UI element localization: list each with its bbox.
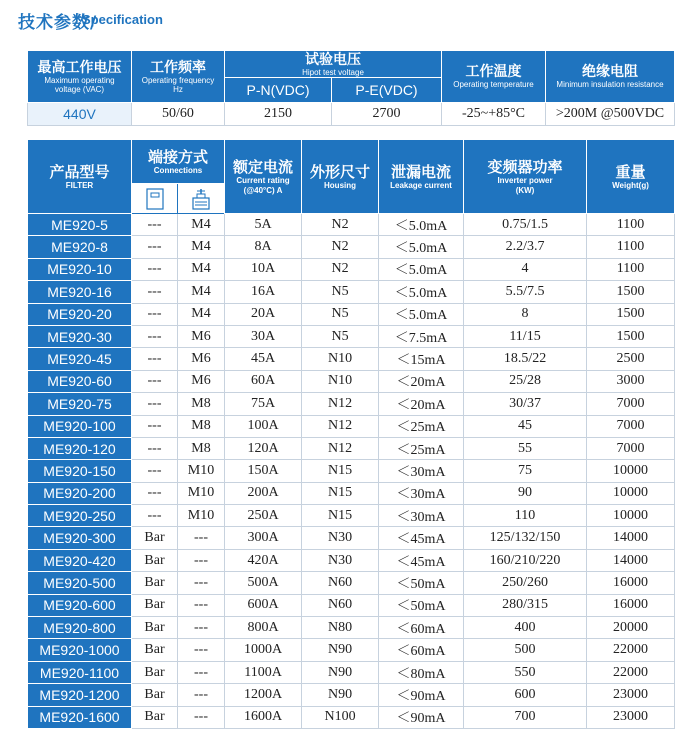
- weight-cell: 20000: [587, 617, 675, 639]
- housing-cell: N100: [302, 706, 379, 728]
- housing-cell: N60: [302, 594, 379, 616]
- table-row: [28, 460, 675, 482]
- table-row: [28, 594, 675, 616]
- housing-cell: N10: [302, 370, 379, 392]
- current-cell: 1000A: [225, 639, 302, 661]
- power-cell: 160/210/220: [464, 549, 587, 571]
- stud-connection-cell: M4: [178, 236, 225, 258]
- power-cell: 75: [464, 460, 587, 482]
- stud-connection-cell: M10: [178, 505, 225, 527]
- power-cell: 125/132/150: [464, 527, 587, 549]
- table-row: [28, 617, 675, 639]
- stud-connection-cell: M8: [178, 393, 225, 415]
- header-housing: [302, 140, 379, 214]
- busbar-connection-cell: Bar: [132, 639, 178, 661]
- housing-cell: N90: [302, 661, 379, 683]
- header-leakage: [379, 140, 464, 214]
- weight-cell: 16000: [587, 572, 675, 594]
- model-cell: ME920-60: [28, 370, 132, 392]
- current-cell: 75A: [225, 393, 302, 415]
- header-housing-cn: 外形尺寸: [310, 162, 371, 181]
- power-cell: 550: [464, 661, 587, 683]
- power-cell: 250/260: [464, 572, 587, 594]
- current-cell: 8A: [225, 236, 302, 258]
- table-row: [28, 639, 675, 661]
- stud-connection-cell: ---: [178, 661, 225, 683]
- stud-connection-cell: M6: [178, 348, 225, 370]
- spec-header-frequency-en2: Hz: [173, 84, 183, 94]
- table-row: [28, 706, 675, 728]
- model-cell: ME920-250: [28, 505, 132, 527]
- housing-cell: N2: [302, 236, 379, 258]
- leakage-cell: ＜15mA: [379, 348, 464, 370]
- busbar-connection-cell: ---: [132, 303, 178, 325]
- spec-header-temperature: [442, 51, 546, 103]
- stud-connection-cell: M4: [178, 214, 225, 236]
- stud-connection-cell: M8: [178, 437, 225, 459]
- model-cell: ME920-300: [28, 527, 132, 549]
- leakage-cell: ＜7.5mA: [379, 325, 464, 347]
- spec-value-pn: 2150: [225, 103, 332, 126]
- power-cell: 400: [464, 617, 587, 639]
- leakage-cell: ＜5.0mA: [379, 258, 464, 280]
- current-cell: 150A: [225, 460, 302, 482]
- stud-connection-cell: ---: [178, 527, 225, 549]
- housing-cell: N60: [302, 572, 379, 594]
- header-current-cn: 额定电流: [233, 157, 294, 176]
- stud-terminal-icon: [178, 184, 225, 214]
- power-cell: 500: [464, 639, 587, 661]
- current-cell: 5A: [225, 214, 302, 236]
- table-row: [28, 684, 675, 706]
- stud-connection-cell: ---: [178, 549, 225, 571]
- leakage-cell: ＜5.0mA: [379, 281, 464, 303]
- housing-cell: N12: [302, 437, 379, 459]
- busbar-connection-cell: Bar: [132, 594, 178, 616]
- spec-value-pe: 2700: [332, 103, 442, 126]
- housing-cell: N15: [302, 460, 379, 482]
- header-connections: [132, 140, 225, 184]
- spec-header-voltage: [28, 51, 132, 103]
- current-cell: 120A: [225, 437, 302, 459]
- spec-header-frequency-cn: 工作频率: [150, 59, 206, 76]
- header-connections-cn: 端接方式: [148, 147, 209, 166]
- table-row: [28, 370, 675, 392]
- power-cell: 700: [464, 706, 587, 728]
- leakage-cell: ＜90mA: [379, 706, 464, 728]
- model-cell: ME920-5: [28, 214, 132, 236]
- busbar-connection-cell: ---: [132, 325, 178, 347]
- current-cell: 1600A: [225, 706, 302, 728]
- housing-cell: N80: [302, 617, 379, 639]
- model-cell: ME920-75: [28, 393, 132, 415]
- busbar-connection-cell: ---: [132, 415, 178, 437]
- leakage-cell: ＜60mA: [379, 617, 464, 639]
- power-cell: 30/37: [464, 393, 587, 415]
- spec-header-pn: P-N(VDC): [225, 78, 332, 103]
- busbar-connection-cell: ---: [132, 281, 178, 303]
- power-cell: 280/315: [464, 594, 587, 616]
- stud-connection-cell: ---: [178, 572, 225, 594]
- table-row: [28, 482, 675, 504]
- table-row: [28, 325, 675, 347]
- table-row: [28, 281, 675, 303]
- header-power-en: Inverter power: [497, 175, 553, 185]
- spec-value-insulation: >200M @500VDC: [546, 103, 675, 126]
- leakage-cell: ＜5.0mA: [379, 214, 464, 236]
- power-cell: 90: [464, 482, 587, 504]
- header-model: [28, 140, 132, 214]
- current-cell: 1200A: [225, 684, 302, 706]
- weight-cell: 10000: [587, 460, 675, 482]
- power-cell: 2.2/3.7: [464, 236, 587, 258]
- table-row: [28, 258, 675, 280]
- weight-cell: 1100: [587, 258, 675, 280]
- model-cell: ME920-200: [28, 482, 132, 504]
- current-cell: 100A: [225, 415, 302, 437]
- leakage-cell: ＜90mA: [379, 684, 464, 706]
- model-cell: ME920-420: [28, 549, 132, 571]
- weight-cell: 10000: [587, 482, 675, 504]
- leakage-cell: ＜80mA: [379, 661, 464, 683]
- model-cell: ME920-45: [28, 348, 132, 370]
- table-row: [28, 661, 675, 683]
- stud-connection-cell: M8: [178, 415, 225, 437]
- spec-header-hipot-cn: 试验电压: [305, 51, 361, 68]
- weight-cell: 2500: [587, 348, 675, 370]
- current-cell: 16A: [225, 281, 302, 303]
- leakage-cell: ＜20mA: [379, 370, 464, 392]
- current-cell: 600A: [225, 594, 302, 616]
- stud-connection-cell: M10: [178, 460, 225, 482]
- model-cell: ME920-8: [28, 236, 132, 258]
- weight-cell: 3000: [587, 370, 675, 392]
- table-row: [28, 214, 675, 236]
- product-table-body: [28, 214, 675, 729]
- leakage-cell: ＜45mA: [379, 527, 464, 549]
- busbar-connection-cell: ---: [132, 370, 178, 392]
- spec-header-insulation-cn: 绝缘电阻: [582, 64, 638, 80]
- housing-cell: N30: [302, 549, 379, 571]
- housing-cell: N5: [302, 303, 379, 325]
- housing-cell: N12: [302, 415, 379, 437]
- power-cell: 18.5/22: [464, 348, 587, 370]
- product-table: [27, 139, 675, 729]
- stud-connection-cell: ---: [178, 706, 225, 728]
- current-cell: 45A: [225, 348, 302, 370]
- leakage-cell: ＜25mA: [379, 415, 464, 437]
- spec-header-hipot-en: Hipot test voltage: [302, 67, 364, 77]
- leakage-cell: ＜25mA: [379, 437, 464, 459]
- current-cell: 1100A: [225, 661, 302, 683]
- model-cell: ME920-1600: [28, 706, 132, 728]
- busbar-connection-cell: ---: [132, 437, 178, 459]
- housing-cell: N12: [302, 393, 379, 415]
- stud-connection-cell: M6: [178, 325, 225, 347]
- header-leakage-cn: 泄漏电流: [391, 162, 452, 181]
- model-cell: ME920-500: [28, 572, 132, 594]
- current-cell: 800A: [225, 617, 302, 639]
- header-weight: [587, 140, 675, 214]
- busbar-terminal-icon: [132, 184, 178, 214]
- power-cell: 55: [464, 437, 587, 459]
- table-row: [28, 505, 675, 527]
- model-cell: ME920-150: [28, 460, 132, 482]
- busbar-connection-cell: ---: [132, 236, 178, 258]
- power-cell: 45: [464, 415, 587, 437]
- busbar-connection-cell: ---: [132, 505, 178, 527]
- current-cell: 10A: [225, 258, 302, 280]
- leakage-cell: ＜20mA: [379, 393, 464, 415]
- leakage-cell: ＜45mA: [379, 549, 464, 571]
- housing-cell: N10: [302, 348, 379, 370]
- busbar-connection-cell: ---: [132, 348, 178, 370]
- weight-cell: 23000: [587, 706, 675, 728]
- spec-table: [27, 50, 675, 126]
- weight-cell: 7000: [587, 437, 675, 459]
- stud-connection-cell: M4: [178, 303, 225, 325]
- spec-header-voltage-cn: 最高工作电压: [37, 59, 122, 76]
- table-row: [28, 415, 675, 437]
- power-cell: 11/15: [464, 325, 587, 347]
- spec-value-temperature: -25~+85°C: [442, 103, 546, 126]
- current-cell: 250A: [225, 505, 302, 527]
- header-weight-en: Weight(g): [612, 180, 649, 190]
- weight-cell: 22000: [587, 661, 675, 683]
- busbar-connection-cell: ---: [132, 482, 178, 504]
- power-cell: 110: [464, 505, 587, 527]
- housing-cell: N15: [302, 482, 379, 504]
- header-connections-en: Connections: [153, 165, 203, 175]
- model-cell: ME920-10: [28, 258, 132, 280]
- spec-value-frequency: 50/60: [132, 103, 225, 126]
- leakage-cell: ＜30mA: [379, 505, 464, 527]
- leakage-cell: ＜30mA: [379, 482, 464, 504]
- header-current: [225, 140, 302, 214]
- housing-cell: N30: [302, 527, 379, 549]
- header-housing-en: Housing: [324, 180, 357, 190]
- weight-cell: 1100: [587, 214, 675, 236]
- stud-connection-cell: ---: [178, 639, 225, 661]
- housing-cell: N90: [302, 684, 379, 706]
- weight-cell: 7000: [587, 415, 675, 437]
- power-cell: 0.75/1.5: [464, 214, 587, 236]
- model-cell: ME920-16: [28, 281, 132, 303]
- header-model-cn: 产品型号: [49, 162, 110, 181]
- weight-cell: 14000: [587, 527, 675, 549]
- header-leakage-en: Leakage current: [390, 180, 452, 190]
- spec-values-row: [28, 103, 675, 126]
- housing-cell: N15: [302, 505, 379, 527]
- weight-cell: 14000: [587, 549, 675, 571]
- current-cell: 200A: [225, 482, 302, 504]
- leakage-cell: ＜5.0mA: [379, 303, 464, 325]
- stud-connection-cell: M4: [178, 258, 225, 280]
- busbar-connection-cell: ---: [132, 214, 178, 236]
- spec-header-temperature-en: Operating temperature: [453, 80, 534, 89]
- stud-connection-cell: ---: [178, 594, 225, 616]
- table-row: [28, 572, 675, 594]
- table-row: [28, 393, 675, 415]
- housing-cell: N90: [302, 639, 379, 661]
- power-cell: 25/28: [464, 370, 587, 392]
- current-cell: 300A: [225, 527, 302, 549]
- model-cell: ME920-100: [28, 415, 132, 437]
- model-cell: ME920-20: [28, 303, 132, 325]
- spec-header-frequency-en: Operating frequency: [141, 75, 215, 85]
- busbar-connection-cell: Bar: [132, 572, 178, 594]
- spec-header-frequency: [132, 51, 225, 103]
- stud-connection-cell: M10: [178, 482, 225, 504]
- weight-cell: 10000: [587, 505, 675, 527]
- table-row: [28, 549, 675, 571]
- current-cell: 420A: [225, 549, 302, 571]
- header-power-cn: 变频器功率: [487, 157, 563, 176]
- busbar-connection-cell: Bar: [132, 549, 178, 571]
- model-cell: ME920-120: [28, 437, 132, 459]
- model-cell: ME920-600: [28, 594, 132, 616]
- weight-cell: 23000: [587, 684, 675, 706]
- leakage-cell: ＜50mA: [379, 594, 464, 616]
- spec-header-pe: P-E(VDC): [332, 78, 442, 103]
- busbar-connection-cell: ---: [132, 258, 178, 280]
- busbar-connection-cell: Bar: [132, 617, 178, 639]
- current-cell: 20A: [225, 303, 302, 325]
- busbar-connection-cell: Bar: [132, 527, 178, 549]
- table-row: [28, 348, 675, 370]
- weight-cell: 1100: [587, 236, 675, 258]
- power-cell: 4: [464, 258, 587, 280]
- stud-connection-cell: ---: [178, 684, 225, 706]
- spec-header-insulation: [546, 51, 675, 103]
- spec-header-voltage-en2: voltage (VAC): [54, 84, 105, 94]
- header-power-en2: (KW): [515, 185, 535, 195]
- spec-header-insulation-en: Minimum insulation resistance: [556, 80, 664, 89]
- header-current-en2: (@40°C) A: [243, 185, 283, 195]
- leakage-cell: ＜60mA: [379, 639, 464, 661]
- header-power: [464, 140, 587, 214]
- busbar-connection-cell: Bar: [132, 706, 178, 728]
- weight-cell: 7000: [587, 393, 675, 415]
- power-cell: 600: [464, 684, 587, 706]
- housing-cell: N2: [302, 258, 379, 280]
- weight-cell: 22000: [587, 639, 675, 661]
- leakage-cell: ＜50mA: [379, 572, 464, 594]
- model-cell: ME920-1200: [28, 684, 132, 706]
- spec-value-voltage: 440V: [28, 103, 132, 126]
- spec-header-temperature-cn: 工作温度: [465, 64, 522, 80]
- weight-cell: 1500: [587, 325, 675, 347]
- power-cell: 8: [464, 303, 587, 325]
- header-current-en: Current rating: [236, 175, 290, 185]
- stud-connection-cell: M6: [178, 370, 225, 392]
- housing-cell: N5: [302, 325, 379, 347]
- weight-cell: 16000: [587, 594, 675, 616]
- model-cell: ME920-1000: [28, 639, 132, 661]
- spec-header-hipot: [225, 51, 442, 78]
- busbar-connection-cell: ---: [132, 393, 178, 415]
- model-cell: ME920-1100: [28, 661, 132, 683]
- spec-header-voltage-en: Maximum operating: [44, 75, 115, 85]
- busbar-connection-cell: Bar: [132, 661, 178, 683]
- weight-cell: 1500: [587, 281, 675, 303]
- table-row: [28, 236, 675, 258]
- housing-cell: N2: [302, 214, 379, 236]
- busbar-connection-cell: ---: [132, 460, 178, 482]
- leakage-cell: ＜5.0mA: [379, 236, 464, 258]
- table-row: [28, 527, 675, 549]
- busbar-connection-cell: Bar: [132, 684, 178, 706]
- model-cell: ME920-800: [28, 617, 132, 639]
- weight-cell: 1500: [587, 303, 675, 325]
- header-weight-cn: 重量: [615, 162, 646, 181]
- header-model-en: FILTER: [65, 180, 94, 190]
- title-cn: 技术参数/: [18, 13, 98, 33]
- current-cell: 30A: [225, 325, 302, 347]
- model-cell: ME920-30: [28, 325, 132, 347]
- power-cell: 5.5/7.5: [464, 281, 587, 303]
- title-en: Specification: [82, 12, 163, 27]
- current-cell: 60A: [225, 370, 302, 392]
- stud-connection-cell: M4: [178, 281, 225, 303]
- leakage-cell: ＜30mA: [379, 460, 464, 482]
- housing-cell: N5: [302, 281, 379, 303]
- table-row: [28, 303, 675, 325]
- section-title: [0, 0, 700, 32]
- stud-connection-cell: ---: [178, 617, 225, 639]
- current-cell: 500A: [225, 572, 302, 594]
- table-row: [28, 437, 675, 459]
